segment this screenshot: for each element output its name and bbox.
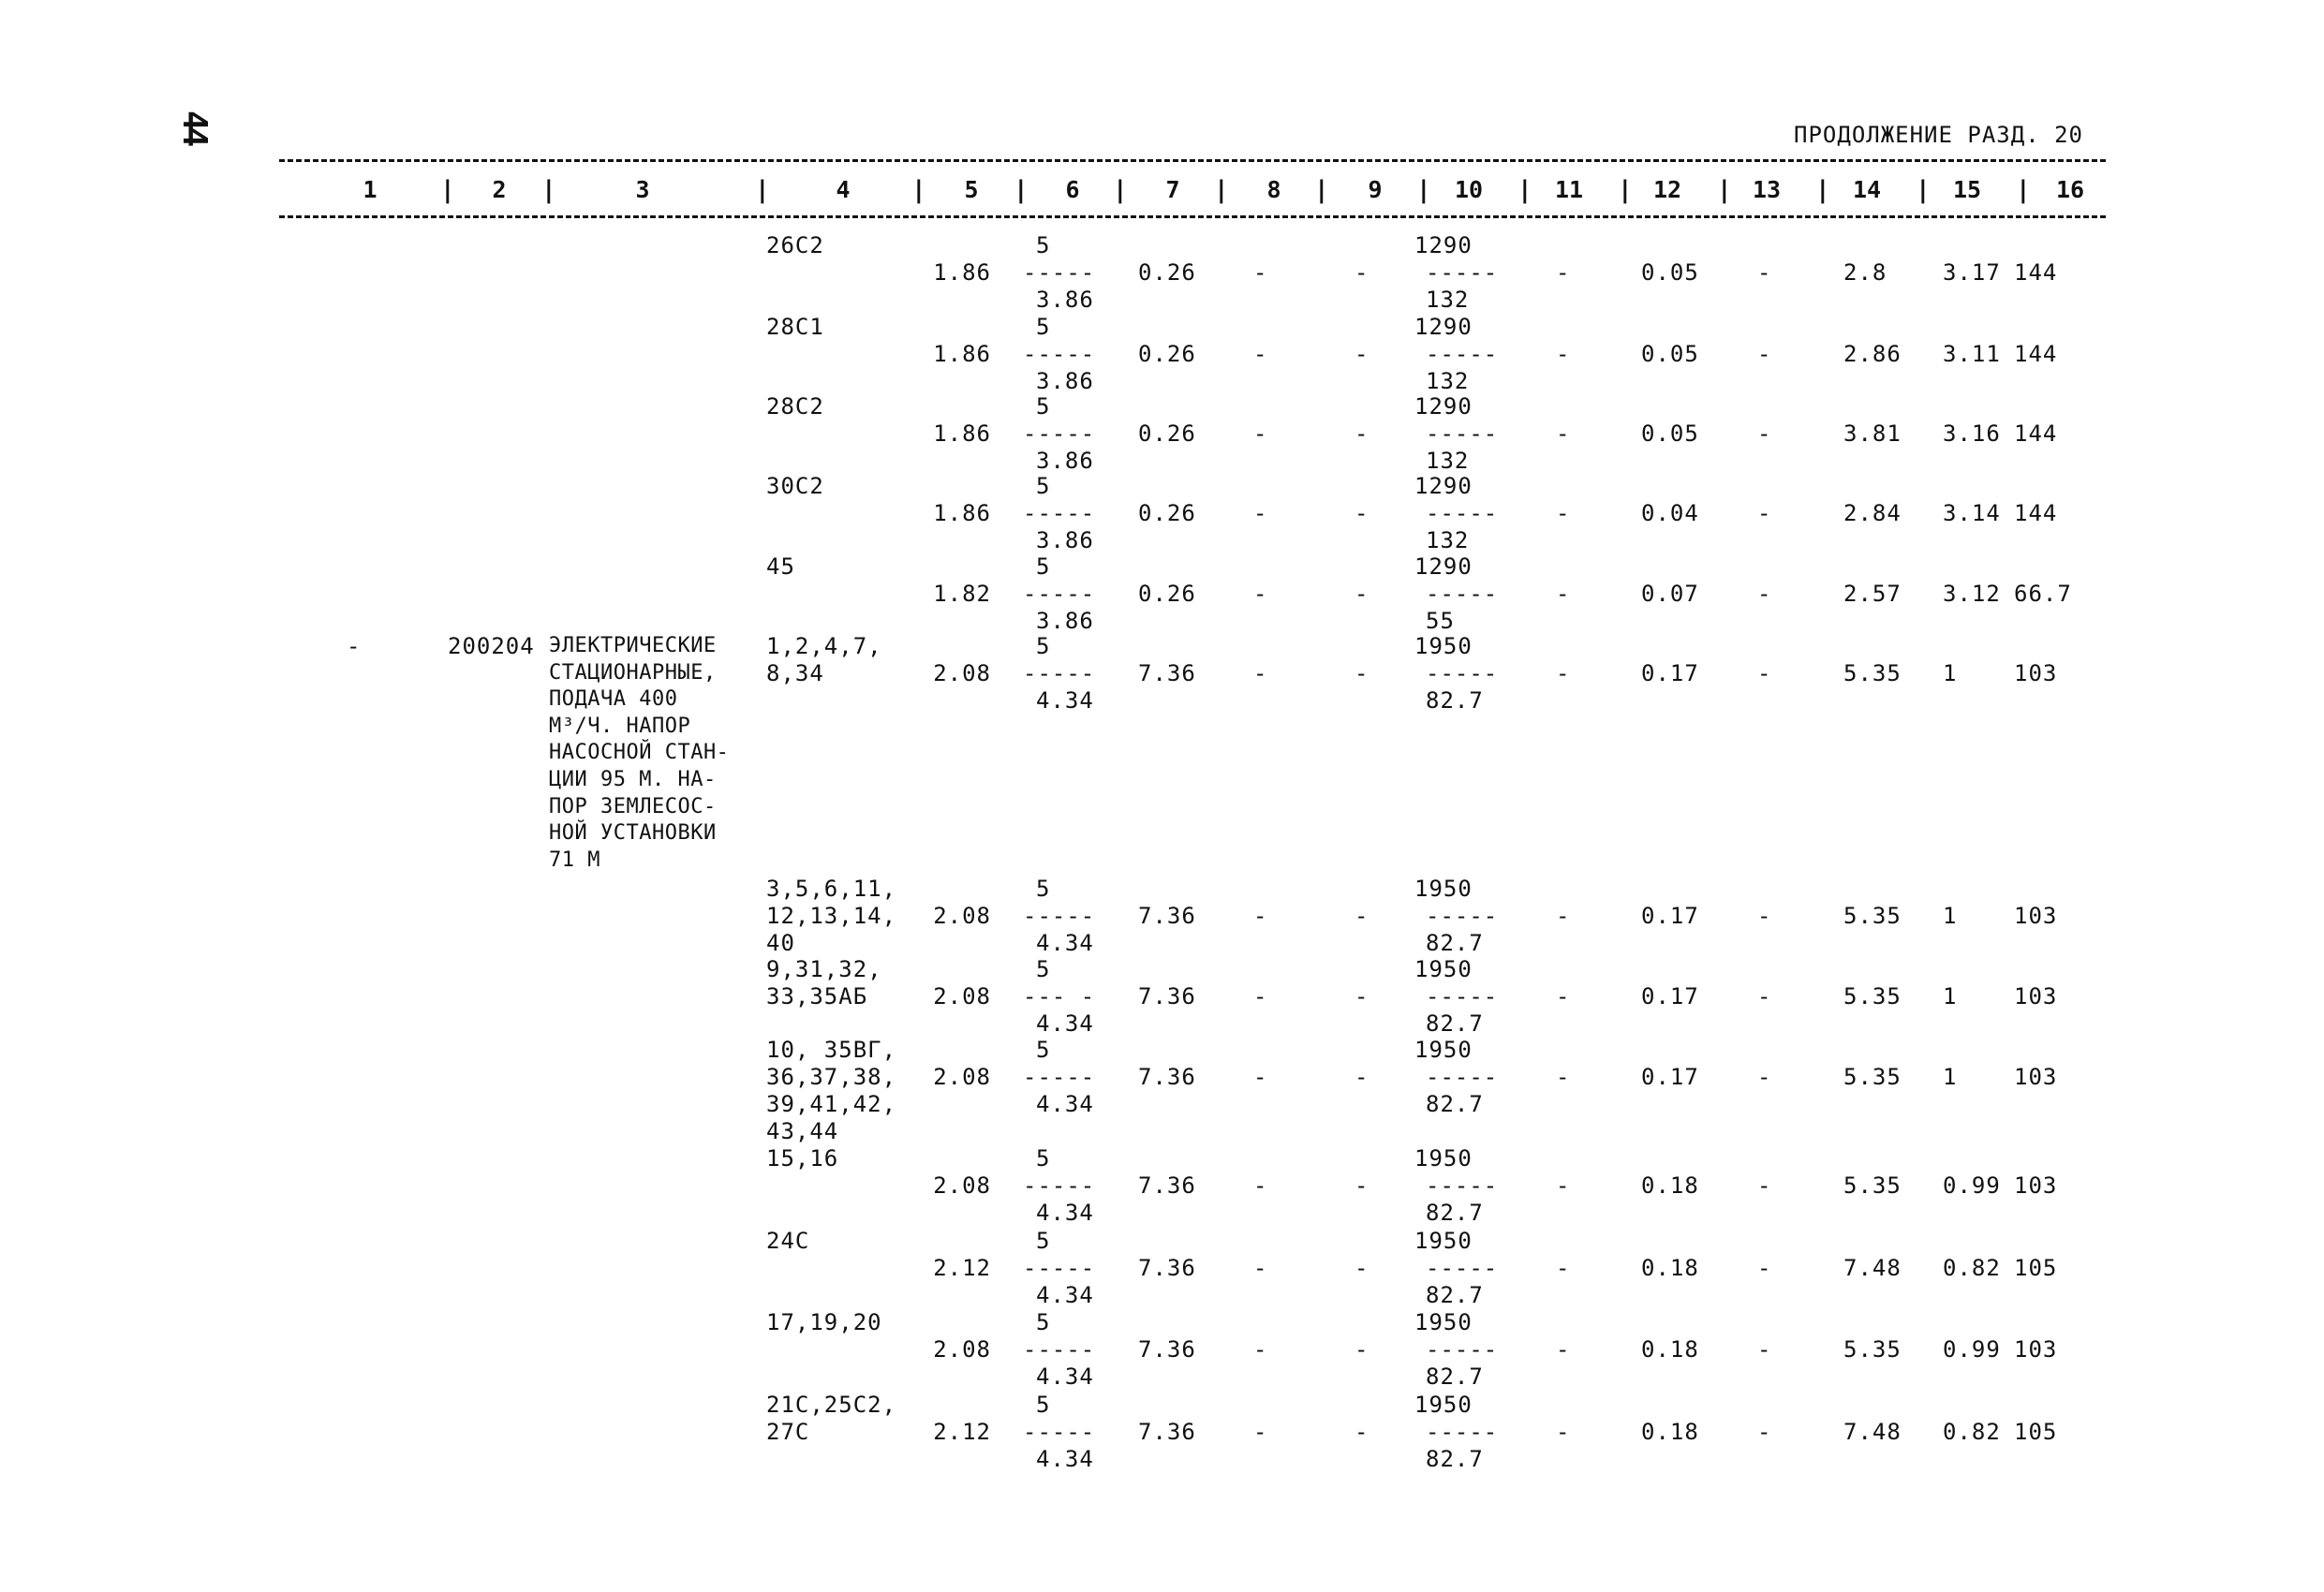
cell-col9: - xyxy=(1354,660,1369,686)
cell-col12: 0.05 xyxy=(1641,420,1699,447)
cell-col16: 103 xyxy=(2014,1172,2058,1199)
cell-col14: 5.35 xyxy=(1843,903,1902,929)
cell-col7: 0.26 xyxy=(1138,259,1196,286)
cell-col4-line: 45 xyxy=(766,553,795,580)
cell-col4-line: 28С2 xyxy=(766,393,824,420)
column-header-4: 4 xyxy=(836,176,851,203)
cell-col8: - xyxy=(1253,259,1268,286)
cell-col6-numerator: 5 xyxy=(1036,1309,1051,1335)
cell-col8: - xyxy=(1253,500,1268,526)
cell-col8: - xyxy=(1253,1255,1268,1281)
cell-col16: 144 xyxy=(2014,500,2058,526)
cell-col10-numerator: 1290 xyxy=(1414,314,1473,340)
cell-col13: - xyxy=(1757,500,1772,526)
cell-col6-fraction-bar: --- - xyxy=(1023,983,1096,1010)
column-separator: | xyxy=(1416,176,1431,204)
cell-col11: - xyxy=(1556,1419,1571,1445)
cell-col9: - xyxy=(1354,983,1369,1010)
cell-col4-line: 15,16 xyxy=(766,1145,839,1172)
cell-col8: - xyxy=(1253,581,1268,607)
cell-col10-fraction-bar: ----- xyxy=(1426,1172,1499,1199)
cell-col10-denominator: 82.7 xyxy=(1426,1200,1484,1226)
column-header-14: 14 xyxy=(1852,176,1882,203)
cell-col6-fraction-bar: ----- xyxy=(1023,903,1096,929)
cell-col7: 7.36 xyxy=(1138,903,1196,929)
column-separator: | xyxy=(440,176,455,204)
cell-col6-denominator: 4.34 xyxy=(1036,1446,1094,1472)
column-separator: | xyxy=(1815,176,1830,204)
cell-col15: 3.16 xyxy=(1943,420,2001,447)
cell-col4-line: 17,19,20 xyxy=(766,1309,882,1335)
cell-col4-line: 8,34 xyxy=(766,660,824,686)
cell-col16: 103 xyxy=(2014,1064,2058,1090)
column-header-1: 1 xyxy=(363,176,377,203)
cell-col10-numerator: 1290 xyxy=(1414,553,1473,580)
cell-col5: 1.82 xyxy=(933,581,991,607)
cell-col10-fraction-bar: ----- xyxy=(1426,1064,1499,1090)
cell-col11: - xyxy=(1556,660,1571,686)
cell-col10-denominator: 55 xyxy=(1426,608,1455,634)
cell-col15: 1 xyxy=(1943,903,1958,929)
cell-col5: 2.12 xyxy=(933,1255,991,1281)
cell-col8: - xyxy=(1253,660,1268,686)
cell-col15: 0.82 xyxy=(1943,1419,2001,1445)
cell-col12: 0.18 xyxy=(1641,1336,1699,1363)
cell-col6-fraction-bar: ----- xyxy=(1023,1336,1096,1363)
cell-col15: 0.99 xyxy=(1943,1172,2001,1199)
group-description-line: ПОР ЗЕМЛЕСОС- xyxy=(549,794,717,818)
cell-col4-line: 26С2 xyxy=(766,232,824,258)
column-header-12: 12 xyxy=(1652,176,1682,203)
cell-col7: 0.26 xyxy=(1138,581,1196,607)
cell-col10-numerator: 1290 xyxy=(1414,473,1473,499)
cell-col16: 144 xyxy=(2014,420,2058,447)
cell-col9: - xyxy=(1354,1172,1369,1199)
cell-col5: 2.12 xyxy=(933,1419,991,1445)
cell-col15: 1 xyxy=(1943,660,1958,686)
cell-col6-denominator: 3.86 xyxy=(1036,608,1094,634)
cell-col11: - xyxy=(1556,1172,1571,1199)
cell-col10-denominator: 132 xyxy=(1426,527,1470,553)
cell-col13: - xyxy=(1757,983,1772,1010)
cell-col5: 2.08 xyxy=(933,1336,991,1363)
cell-col16: 105 xyxy=(2014,1255,2058,1281)
cell-col10-denominator: 132 xyxy=(1426,448,1470,474)
cell-col16: 103 xyxy=(2014,660,2058,686)
cell-col6-fraction-bar: ----- xyxy=(1023,420,1096,447)
cell-col10-denominator: 82.7 xyxy=(1426,687,1484,714)
cell-col10-numerator: 1290 xyxy=(1414,232,1473,258)
cell-col10-denominator: 82.7 xyxy=(1426,1446,1484,1472)
cell-col6-fraction-bar: ----- xyxy=(1023,581,1096,607)
cell-col6-fraction-bar: ----- xyxy=(1023,1419,1096,1445)
column-header-16: 16 xyxy=(2055,176,2085,203)
column-separator: | xyxy=(755,176,770,204)
cell-col10-fraction-bar: ----- xyxy=(1426,500,1499,526)
cell-col11: - xyxy=(1556,420,1571,447)
cell-col10-numerator: 1950 xyxy=(1414,956,1473,982)
cell-col15: 3.11 xyxy=(1943,341,2001,367)
cell-col6-denominator: 3.86 xyxy=(1036,448,1094,474)
cell-col5: 2.08 xyxy=(933,983,991,1010)
cell-col4-line: 21С,25С2, xyxy=(766,1392,897,1418)
cell-col7: 7.36 xyxy=(1138,660,1196,686)
cell-col6-numerator: 5 xyxy=(1036,1392,1051,1418)
group-description-line: 71 М xyxy=(549,848,600,872)
column-separator: | xyxy=(1214,176,1229,204)
cell-col7: 7.36 xyxy=(1138,1336,1196,1363)
cell-col14: 2.84 xyxy=(1843,500,1902,526)
cell-col10-numerator: 1950 xyxy=(1414,633,1473,659)
cell-col8: - xyxy=(1253,1419,1268,1445)
cell-col13: - xyxy=(1757,1419,1772,1445)
cell-col13: - xyxy=(1757,1172,1772,1199)
cell-col12: 0.05 xyxy=(1641,259,1699,286)
cell-col5: 2.08 xyxy=(933,1064,991,1090)
cell-col10-numerator: 1950 xyxy=(1414,1309,1473,1335)
cell-col12: 0.17 xyxy=(1641,903,1699,929)
cell-col10-fraction-bar: ----- xyxy=(1426,1419,1499,1445)
cell-col10-fraction-bar: ----- xyxy=(1426,259,1499,286)
cell-col13: - xyxy=(1757,341,1772,367)
column-header-9: 9 xyxy=(1368,176,1383,203)
cell-col4-line: 1,2,4,7, xyxy=(766,633,882,659)
cell-col16: 103 xyxy=(2014,983,2058,1010)
column-header-10: 10 xyxy=(1454,176,1484,203)
cell-col6-fraction-bar: ----- xyxy=(1023,1255,1096,1281)
cell-col5: 1.86 xyxy=(933,420,991,447)
cell-col10-fraction-bar: ----- xyxy=(1426,903,1499,929)
group-description-line: ЭЛЕКТРИЧЕСКИЕ xyxy=(549,634,717,657)
cell-col15: 1 xyxy=(1943,983,1958,1010)
cell-col11: - xyxy=(1556,341,1571,367)
cell-col15: 1 xyxy=(1943,1064,1958,1090)
cell-col9: - xyxy=(1354,259,1369,286)
cell-col6-denominator: 4.34 xyxy=(1036,1091,1094,1117)
group-description-line: ЦИИ 95 М. НА- xyxy=(549,767,717,791)
cell-col10-fraction-bar: ----- xyxy=(1426,983,1499,1010)
group-description-line: НОЙ УСТАНОВКИ xyxy=(549,821,717,846)
column-separator: | xyxy=(911,176,926,204)
cell-col12: 0.07 xyxy=(1641,581,1699,607)
group-description-line: М³/Ч. НАПОР xyxy=(549,714,691,738)
cell-col11: - xyxy=(1556,1064,1571,1090)
cell-col14: 5.35 xyxy=(1843,983,1902,1010)
cell-col9: - xyxy=(1354,1255,1369,1281)
cell-col14: 5.35 xyxy=(1843,660,1902,686)
cell-col4-line: 27С xyxy=(766,1419,810,1445)
cell-col6-numerator: 5 xyxy=(1036,1145,1051,1172)
group-description-line: СТАЦИОНАРНЫЕ, xyxy=(549,660,717,685)
cell-col8: - xyxy=(1253,903,1268,929)
cell-col15: 3.14 xyxy=(1943,500,2001,526)
cell-col16: 105 xyxy=(2014,1419,2058,1445)
cell-col8: - xyxy=(1253,1336,1268,1363)
cell-col8: - xyxy=(1253,983,1268,1010)
cell-col10-denominator: 82.7 xyxy=(1426,1364,1484,1390)
cell-col14: 5.35 xyxy=(1843,1172,1902,1199)
column-header-15: 15 xyxy=(1952,176,1982,203)
cell-col6-numerator: 5 xyxy=(1036,956,1051,982)
column-separator: | xyxy=(1618,176,1633,204)
cell-col10-denominator: 82.7 xyxy=(1426,1010,1484,1037)
cell-col14: 7.48 xyxy=(1843,1255,1902,1281)
column-header-5: 5 xyxy=(964,176,979,203)
cell-col7: 0.26 xyxy=(1138,341,1196,367)
cell-col11: - xyxy=(1556,903,1571,929)
cell-col14: 2.57 xyxy=(1843,581,1902,607)
cell-col12: 0.18 xyxy=(1641,1419,1699,1445)
cell-col4-line: 43,44 xyxy=(766,1118,839,1144)
cell-col4-line: 36,37,38, xyxy=(766,1064,897,1090)
cell-col6-numerator: 5 xyxy=(1036,633,1051,659)
cell-col15: 0.82 xyxy=(1943,1255,2001,1281)
group-description xyxy=(549,633,755,874)
cell-col12: 0.17 xyxy=(1641,660,1699,686)
cell-col6-denominator: 3.86 xyxy=(1036,368,1094,394)
cell-col6-numerator: 5 xyxy=(1036,1037,1051,1063)
cell-col7: 7.36 xyxy=(1138,1064,1196,1090)
cell-col6-fraction-bar: ----- xyxy=(1023,660,1096,686)
cell-col6-denominator: 4.34 xyxy=(1036,1200,1094,1226)
cell-col4-line: 30С2 xyxy=(766,473,824,499)
column-header-6: 6 xyxy=(1065,176,1080,203)
column-header-13: 13 xyxy=(1752,176,1782,203)
cell-col6-denominator: 4.34 xyxy=(1036,1282,1094,1308)
cell-col12: 0.05 xyxy=(1641,341,1699,367)
cell-col13: - xyxy=(1757,420,1772,447)
cell-col4-line: 40 xyxy=(766,930,795,956)
cell-col12: 0.04 xyxy=(1641,500,1699,526)
column-separator: | xyxy=(1517,176,1532,204)
cell-col10-denominator: 82.7 xyxy=(1426,930,1484,956)
cell-col7: 0.26 xyxy=(1138,420,1196,447)
cell-col4-line: 12,13,14, xyxy=(766,903,897,929)
cell-col13: - xyxy=(1757,1064,1772,1090)
cell-col5: 1.86 xyxy=(933,500,991,526)
cell-col6-denominator: 3.86 xyxy=(1036,287,1094,313)
cell-col6-fraction-bar: ----- xyxy=(1023,341,1096,367)
cell-col4-line: 33,35АБ xyxy=(766,983,868,1010)
cell-col4-line: 28С1 xyxy=(766,314,824,340)
cell-col10-denominator: 82.7 xyxy=(1426,1091,1484,1117)
cell-col9: - xyxy=(1354,420,1369,447)
cell-col6-fraction-bar: ----- xyxy=(1023,1172,1096,1199)
cell-col15: 3.17 xyxy=(1943,259,2001,286)
cell-col12: 0.18 xyxy=(1641,1172,1699,1199)
cell-col7: 7.36 xyxy=(1138,1255,1196,1281)
cell-col15: 3.12 xyxy=(1943,581,2001,607)
cell-col6-numerator: 5 xyxy=(1036,553,1051,580)
cell-col5: 2.08 xyxy=(933,660,991,686)
cell-col7: 7.36 xyxy=(1138,1419,1196,1445)
cell-col6-numerator: 5 xyxy=(1036,314,1051,340)
cell-col11: - xyxy=(1556,983,1571,1010)
cell-col9: - xyxy=(1354,1064,1369,1090)
cell-col14: 7.48 xyxy=(1843,1419,1902,1445)
column-header-7: 7 xyxy=(1165,176,1180,203)
cell-col12: 0.18 xyxy=(1641,1255,1699,1281)
cell-col16: 103 xyxy=(2014,1336,2058,1363)
cell-col13: - xyxy=(1757,660,1772,686)
cell-col13: - xyxy=(1757,1255,1772,1281)
cell-col4-line: 3,5,6,11, xyxy=(766,876,897,902)
cell-col6-fraction-bar: ----- xyxy=(1023,259,1096,286)
cell-col4-line: 9,31,32, xyxy=(766,956,882,982)
cell-col7: 7.36 xyxy=(1138,983,1196,1010)
header-bottom-rule xyxy=(279,215,2106,218)
cell-col6-denominator: 4.34 xyxy=(1036,1364,1094,1390)
cell-col6-denominator: 3.86 xyxy=(1036,527,1094,553)
cell-col10-numerator: 1950 xyxy=(1414,1037,1473,1063)
cell-col7: 7.36 xyxy=(1138,1172,1196,1199)
column-header-8: 8 xyxy=(1266,176,1281,203)
group-description-line: ПОДАЧА 400 xyxy=(549,687,678,712)
cell-col6-denominator: 4.34 xyxy=(1036,687,1094,714)
cell-col6-numerator: 5 xyxy=(1036,232,1051,258)
group-code: 200204 xyxy=(448,633,535,659)
cell-col6-fraction-bar: ----- xyxy=(1023,1064,1096,1090)
cell-col4-line: 24С xyxy=(766,1228,810,1254)
cell-col8: - xyxy=(1253,341,1268,367)
cell-col6-fraction-bar: ----- xyxy=(1023,500,1096,526)
cell-col10-denominator: 82.7 xyxy=(1426,1282,1484,1308)
column-header-3: 3 xyxy=(635,176,650,203)
cell-col5: 2.08 xyxy=(933,1172,991,1199)
cell-col5: 1.86 xyxy=(933,341,991,367)
cell-col10-fraction-bar: ----- xyxy=(1426,420,1499,447)
column-separator: | xyxy=(1314,176,1329,204)
cell-col10-numerator: 1950 xyxy=(1414,1392,1473,1418)
cell-col7: 0.26 xyxy=(1138,500,1196,526)
cell-col10-numerator: 1290 xyxy=(1414,393,1473,420)
cell-col8: - xyxy=(1253,420,1268,447)
cell-col11: - xyxy=(1556,259,1571,286)
cell-col11: - xyxy=(1556,500,1571,526)
cell-col11: - xyxy=(1556,1336,1571,1363)
cell-col9: - xyxy=(1354,581,1369,607)
cell-col11: - xyxy=(1556,1255,1571,1281)
cell-col4-line: 39,41,42, xyxy=(766,1091,897,1117)
section-continued-label: ПРОДОЛЖЕНИЕ РАЗД. 20 xyxy=(1794,122,2083,148)
cell-col6-numerator: 5 xyxy=(1036,876,1051,902)
cell-col10-denominator: 132 xyxy=(1426,287,1470,313)
cell-col11: - xyxy=(1556,581,1571,607)
cell-col14: 2.86 xyxy=(1843,341,1902,367)
cell-col16: 144 xyxy=(2014,259,2058,286)
column-separator: | xyxy=(1113,176,1128,204)
column-header-2: 2 xyxy=(492,176,507,203)
header-top-rule xyxy=(279,159,2106,162)
cell-col6-numerator: 5 xyxy=(1036,473,1051,499)
cell-col13: - xyxy=(1757,259,1772,286)
column-separator: | xyxy=(1717,176,1732,204)
group-col1-dash: - xyxy=(347,633,362,659)
cell-col13: - xyxy=(1757,581,1772,607)
cell-col6-denominator: 4.34 xyxy=(1036,930,1094,956)
cell-col15: 0.99 xyxy=(1943,1336,2001,1363)
cell-col10-numerator: 1950 xyxy=(1414,876,1473,902)
cell-col6-numerator: 5 xyxy=(1036,1228,1051,1254)
cell-col13: - xyxy=(1757,1336,1772,1363)
cell-col9: - xyxy=(1354,500,1369,526)
cell-col14: 3.81 xyxy=(1843,420,1902,447)
cell-col6-denominator: 4.34 xyxy=(1036,1010,1094,1037)
column-separator: | xyxy=(541,176,556,204)
cell-col14: 5.35 xyxy=(1843,1064,1902,1090)
group-description-line: НАСОСНОЙ СТАН- xyxy=(549,741,730,765)
cell-col10-fraction-bar: ----- xyxy=(1426,341,1499,367)
column-separator: | xyxy=(1916,176,1931,204)
cell-col10-denominator: 132 xyxy=(1426,368,1470,394)
cell-col10-fraction-bar: ----- xyxy=(1426,581,1499,607)
column-separator: | xyxy=(2016,176,2031,204)
cell-col5: 1.86 xyxy=(933,259,991,286)
cell-col14: 5.35 xyxy=(1843,1336,1902,1363)
cell-col12: 0.17 xyxy=(1641,983,1699,1010)
cell-col14: 2.8 xyxy=(1843,259,1887,286)
cell-col16: 103 xyxy=(2014,903,2058,929)
cell-col10-numerator: 1950 xyxy=(1414,1228,1473,1254)
cell-col8: - xyxy=(1253,1172,1268,1199)
column-separator: | xyxy=(1014,176,1029,204)
cell-col8: - xyxy=(1253,1064,1268,1090)
cell-col9: - xyxy=(1354,903,1369,929)
cell-col10-fraction-bar: ----- xyxy=(1426,1336,1499,1363)
cell-col4-line: 10, 35ВГ, xyxy=(766,1037,897,1063)
cell-col6-numerator: 5 xyxy=(1036,393,1051,420)
cell-col9: - xyxy=(1354,1419,1369,1445)
table-header xyxy=(279,176,2106,208)
cell-col16: 144 xyxy=(2014,341,2058,367)
cell-col5: 2.08 xyxy=(933,903,991,929)
cell-col10-numerator: 1950 xyxy=(1414,1145,1473,1172)
cell-col9: - xyxy=(1354,1336,1369,1363)
cell-col10-fraction-bar: ----- xyxy=(1426,1255,1499,1281)
cell-col13: - xyxy=(1757,903,1772,929)
cell-col12: 0.17 xyxy=(1641,1064,1699,1090)
cell-col16: 66.7 xyxy=(2014,581,2072,607)
cell-col9: - xyxy=(1354,341,1369,367)
page-number: 44 xyxy=(175,111,214,144)
cell-col10-fraction-bar: ----- xyxy=(1426,660,1499,686)
column-header-11: 11 xyxy=(1554,176,1584,203)
